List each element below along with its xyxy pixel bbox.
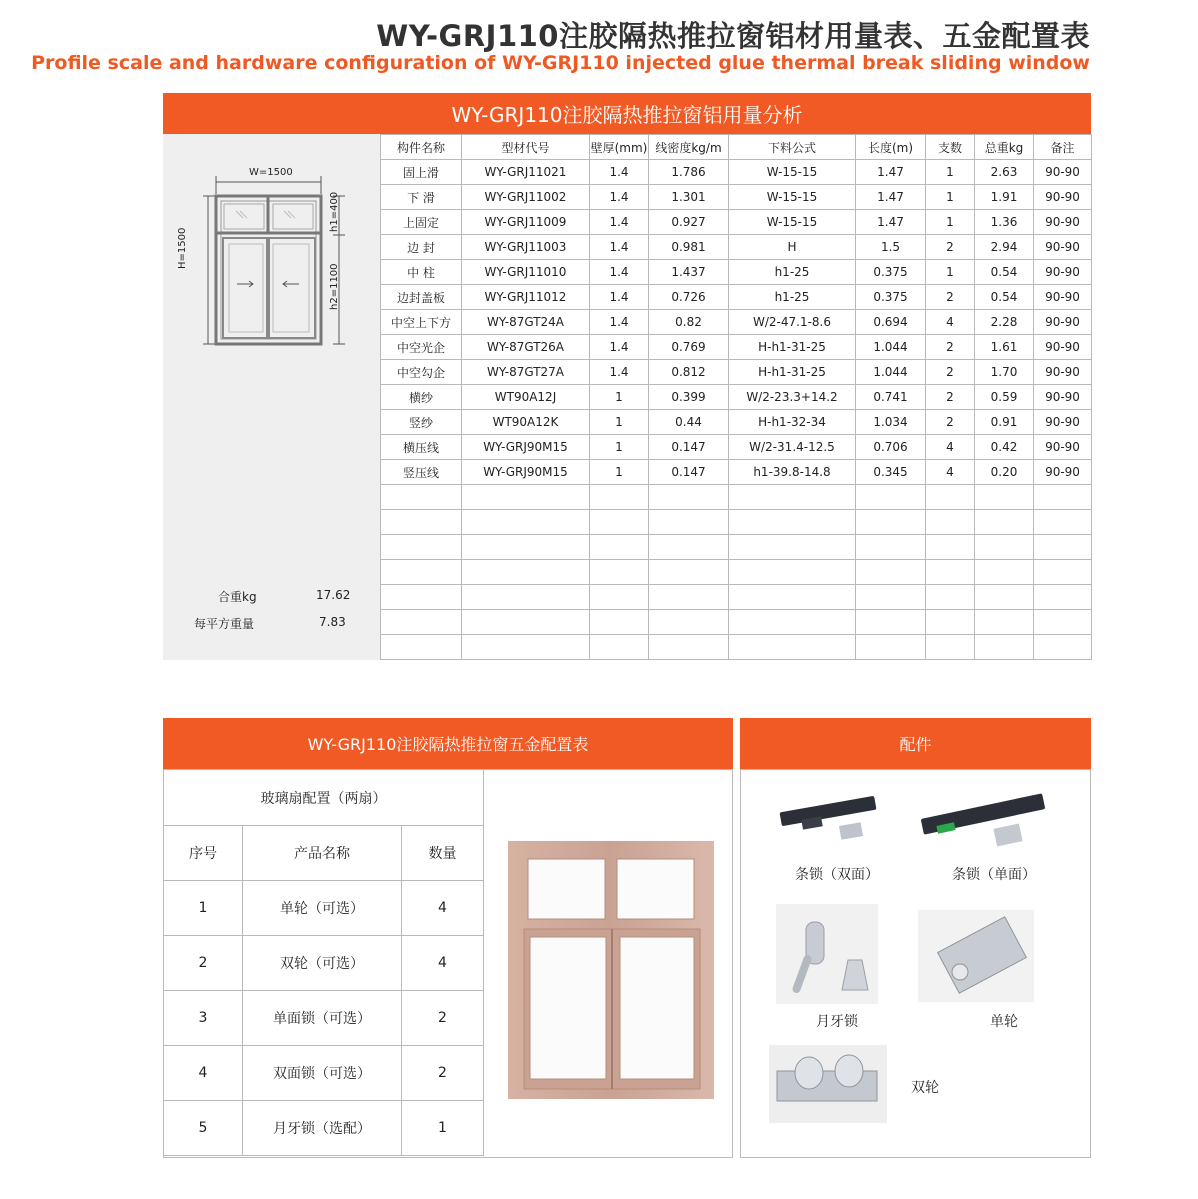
table-cell: 1.4 [590,160,649,185]
table-cell: WY-GRJ11009 [462,210,590,235]
table-cell [590,535,649,560]
table-cell [729,610,856,635]
table-header-row [164,826,484,881]
table-cell: 0.981 [649,235,729,260]
table-cell [926,610,975,635]
table-row [381,585,1092,610]
table-cell: 1.4 [590,210,649,235]
table-cell: WY-GRJ11002 [462,185,590,210]
table-cell: 1 [590,410,649,435]
table-cell: 90-90 [1034,285,1092,310]
table-cell [975,585,1034,610]
accessories-section-title: 配件 [899,735,932,754]
table-cell: 固上滑 [381,160,462,185]
table-row [381,360,1092,385]
table-cell: WY-GRJ11021 [462,160,590,185]
table-cell [590,635,649,660]
table-cell: 2 [926,335,975,360]
table-cell: h1-39.8-14.8 [729,460,856,485]
table-cell: 0.375 [856,285,926,310]
column-header: 型材代号 [462,135,590,160]
table-cell: 1.47 [856,160,926,185]
hardware-section-header [163,718,733,769]
table-row [381,160,1092,185]
table-cell [462,560,590,585]
table-cell [462,585,590,610]
column-header: 下料公式 [729,135,856,160]
table-cell: 1 [590,385,649,410]
table-cell [856,535,926,560]
accessory-label: 条锁（双面） [795,867,879,883]
table-cell: 90-90 [1034,260,1092,285]
table-row [381,260,1092,285]
table-row [381,635,1092,660]
table-cell: h1-25 [729,285,856,310]
table-cell: 1 [926,185,975,210]
table-row [381,285,1092,310]
table-row [381,610,1092,635]
table-cell: 5 [164,1101,243,1156]
table-cell: 4 [402,936,484,991]
table-cell: 2 [926,410,975,435]
table-cell: 0.42 [975,435,1034,460]
table-cell [926,510,975,535]
table-cell: 0.399 [649,385,729,410]
table-row [164,936,484,991]
table-cell: 90-90 [1034,310,1092,335]
table-row [381,185,1092,210]
per-sqm-weight-value: 7.83 [319,615,346,629]
table-cell: 90-90 [1034,160,1092,185]
table-row [381,510,1092,535]
table-cell [975,635,1034,660]
accessory-label: 单轮 [990,1014,1018,1030]
table-cell [649,560,729,585]
total-weight-label: 合重kg [218,590,257,604]
table-cell: 1.044 [856,360,926,385]
table-cell: 0.59 [975,385,1034,410]
table-cell [590,485,649,510]
h1-dimension-label: h1=400 [329,191,340,232]
table-cell: 中空上下方 [381,310,462,335]
table-cell [1034,485,1092,510]
table-cell [649,485,729,510]
table-cell: 1.786 [649,160,729,185]
table-cell: 1.4 [590,310,649,335]
table-cell: 下 滑 [381,185,462,210]
table-cell [926,485,975,510]
column-header: 构件名称 [381,135,462,160]
hardware-config-table [163,769,484,1156]
table-cell: 竖纱 [381,410,462,435]
column-header: 壁厚(mm) [590,135,649,160]
table-cell [975,510,1034,535]
table-cell: 1.437 [649,260,729,285]
table-cell [729,635,856,660]
profile-section-header [163,93,1091,134]
table-cell [926,560,975,585]
table-cell: h1-25 [729,260,856,285]
height-dimension-label: H=1500 [177,227,188,269]
table-cell [649,510,729,535]
table-cell: 1 [590,460,649,485]
table-cell: 2 [926,385,975,410]
table-cell: WY-GRJ90M15 [462,460,590,485]
table-cell [975,560,1034,585]
column-header: 长度(m) [856,135,926,160]
table-cell: 1.301 [649,185,729,210]
table-cell [729,535,856,560]
table-cell [856,485,926,510]
table-cell: 0.20 [975,460,1034,485]
table-cell: 2.94 [975,235,1034,260]
table-cell [649,535,729,560]
table-cell [975,485,1034,510]
window-product-image [508,841,714,1099]
table-row [381,310,1092,335]
table-cell: 边封盖板 [381,285,462,310]
table-cell: WY-GRJ90M15 [462,435,590,460]
table-cell: 单面锁（可选） [243,991,402,1046]
table-cell: 单轮（可选） [243,881,402,936]
table-cell: 90-90 [1034,385,1092,410]
table-cell [1034,610,1092,635]
table-row [381,410,1092,435]
table-cell: 90-90 [1034,460,1092,485]
table-cell [1034,635,1092,660]
table-cell: 上固定 [381,210,462,235]
table-cell: 1.4 [590,285,649,310]
table-cell: WY-87GT24A [462,310,590,335]
table-row [381,435,1092,460]
table-row [164,1046,484,1101]
table-cell: 0.147 [649,460,729,485]
table-cell: H-h1-31-25 [729,360,856,385]
table-cell: 90-90 [1034,335,1092,360]
column-header: 数量 [402,826,484,881]
table-cell: 90-90 [1034,235,1092,260]
table-cell: 0.375 [856,260,926,285]
table-cell: 1.4 [590,185,649,210]
table-cell: 2 [164,936,243,991]
table-cell [649,610,729,635]
table-cell: 90-90 [1034,410,1092,435]
table-row [381,335,1092,360]
window-drawing-panel [163,134,380,660]
table-cell [856,560,926,585]
table-cell: 2.63 [975,160,1034,185]
table-cell: H [729,235,856,260]
table-cell: 中 柱 [381,260,462,285]
table-cell: W-15-15 [729,160,856,185]
table-cell: 1.47 [856,210,926,235]
table-header-row [381,135,1092,160]
table-cell: 0.91 [975,410,1034,435]
table-cell [462,635,590,660]
table-cell [462,535,590,560]
table-cell: WT90A12J [462,385,590,410]
table-cell: 竖压线 [381,460,462,485]
table-cell [1034,585,1092,610]
table-cell: 3 [164,991,243,1046]
table-cell: 中空勾企 [381,360,462,385]
column-header: 序号 [164,826,243,881]
table-cell: 1.4 [590,335,649,360]
table-cell: 中空光企 [381,335,462,360]
single-sided-strip-lock-icon [915,788,1051,856]
table-cell [1034,535,1092,560]
table-cell: 1 [926,160,975,185]
table-row [381,235,1092,260]
table-cell [381,635,462,660]
table-cell: 0.769 [649,335,729,360]
table-row [164,1101,484,1156]
column-header: 总重kg [975,135,1034,160]
table-cell [856,510,926,535]
table-cell: 横纱 [381,385,462,410]
table-cell: 1.4 [590,260,649,285]
table-cell [729,585,856,610]
table-row [381,210,1092,235]
double-wheel-icon [769,1045,887,1123]
double-sided-strip-lock-icon [772,792,884,848]
table-cell [856,635,926,660]
table-cell: 0.44 [649,410,729,435]
table-cell [975,610,1034,635]
table-cell: 90-90 [1034,360,1092,385]
table-cell: H-h1-32-34 [729,410,856,435]
table-cell [649,585,729,610]
total-weight-value: 17.62 [316,588,351,602]
table-cell: 1.4 [590,360,649,385]
table-cell: 1.70 [975,360,1034,385]
table-cell [856,585,926,610]
accessory-label: 月牙锁 [816,1014,858,1030]
table-cell: 1 [590,435,649,460]
table-cell: 90-90 [1034,210,1092,235]
table-cell: 90-90 [1034,185,1092,210]
table-cell [926,535,975,560]
column-header: 产品名称 [243,826,402,881]
table-cell: 0.54 [975,285,1034,310]
table-cell: 2 [926,235,975,260]
per-sqm-weight-label: 每平方重量 [194,617,255,631]
table-cell: 2 [402,1046,484,1101]
table-cell [590,560,649,585]
table-cell: 双轮（可选） [243,936,402,991]
table-cell [590,610,649,635]
table-cell: 1.044 [856,335,926,360]
table-row [164,991,484,1046]
table-cell [729,485,856,510]
table-cell: 1.5 [856,235,926,260]
table-cell [649,635,729,660]
table-cell: 1.47 [856,185,926,210]
table-cell [975,535,1034,560]
table-cell [381,510,462,535]
table-cell: 1.61 [975,335,1034,360]
table-cell [462,610,590,635]
table-cell: 1.034 [856,410,926,435]
table-cell [856,610,926,635]
table-cell: 2.28 [975,310,1034,335]
table-cell: 2 [926,360,975,385]
table-cell [462,485,590,510]
table-cell: 0.741 [856,385,926,410]
table-cell: 1.36 [975,210,1034,235]
table-cell: 4 [926,310,975,335]
table-cell: 1 [926,210,975,235]
table-cell [729,560,856,585]
table-cell: WY-GRJ11010 [462,260,590,285]
hardware-section-title: WY-GRJ110注胶隔热推拉窗五金配置表 [307,735,589,754]
table-cell [926,635,975,660]
width-dimension-label: W=1500 [249,167,293,178]
table-cell: 0.694 [856,310,926,335]
table-cell: 0.706 [856,435,926,460]
table-cell: 1 [926,260,975,285]
table-cell [381,485,462,510]
table-cell: 0.147 [649,435,729,460]
table-row [381,535,1092,560]
page-title: WY-GRJ110注胶隔热推拉窗铝材用量表、五金配置表 [376,19,1090,53]
glass-sash-config-title: 玻璃扇配置（两扇） [164,770,484,826]
table-cell: 0.345 [856,460,926,485]
h2-dimension-label: h2=1100 [329,263,340,310]
table-cell [926,585,975,610]
profile-section-title: WY-GRJ110注胶隔热推拉窗铝用量分析 [451,103,803,127]
profile-usage-table [380,134,1092,660]
table-cell [462,510,590,535]
table-cell: W/2-31.4-12.5 [729,435,856,460]
table-cell: 4 [164,1046,243,1101]
table-cell: 0.927 [649,210,729,235]
table-cell [381,610,462,635]
table-cell: 2 [402,991,484,1046]
table-cell: 90-90 [1034,435,1092,460]
table-cell: WY-87GT27A [462,360,590,385]
table-row [164,881,484,936]
table-cell [381,535,462,560]
table-cell: 1 [164,881,243,936]
table-row [381,485,1092,510]
accessory-label: 双轮 [911,1080,939,1096]
table-cell: H-h1-31-25 [729,335,856,360]
table-cell: WY-GRJ11012 [462,285,590,310]
column-header: 支数 [926,135,975,160]
table-cell: 0.726 [649,285,729,310]
table-cell [1034,510,1092,535]
table-cell: WT90A12K [462,410,590,435]
table-cell: 双面锁（可选） [243,1046,402,1101]
table-cell: 1.4 [590,235,649,260]
table-cell: WY-87GT26A [462,335,590,360]
table-cell: 4 [402,881,484,936]
crescent-lock-icon [776,904,878,1004]
table-cell: W/2-47.1-8.6 [729,310,856,335]
table-cell: 4 [926,460,975,485]
accessory-label: 条锁（单面） [952,867,1036,883]
table-cell: 0.812 [649,360,729,385]
column-header: 线密度kg/m [649,135,729,160]
table-cell: 1.91 [975,185,1034,210]
table-cell [1034,560,1092,585]
table-cell: 边 封 [381,235,462,260]
table-cell: 2 [926,285,975,310]
table-cell [729,510,856,535]
table-row [381,385,1092,410]
table-cell: 横压线 [381,435,462,460]
table-cell: 月牙锁（选配） [243,1101,402,1156]
table-cell: 0.54 [975,260,1034,285]
table-cell: W-15-15 [729,210,856,235]
single-wheel-icon [918,910,1034,1002]
table-cell: 4 [926,435,975,460]
page-subtitle: Profile scale and hardware configuration of WY-GRJ110 injected glue thermal break sliding window [31,52,1090,74]
table-row [381,560,1092,585]
table-cell: 0.82 [649,310,729,335]
table-row [381,460,1092,485]
accessories-section-header [740,718,1091,769]
table-cell [590,510,649,535]
table-cell: 1 [402,1101,484,1156]
table-cell [381,585,462,610]
column-header: 备注 [1034,135,1092,160]
table-cell: W/2-23.3+14.2 [729,385,856,410]
table-cell: WY-GRJ11003 [462,235,590,260]
table-cell: W-15-15 [729,185,856,210]
table-cell [381,560,462,585]
table-cell [590,585,649,610]
